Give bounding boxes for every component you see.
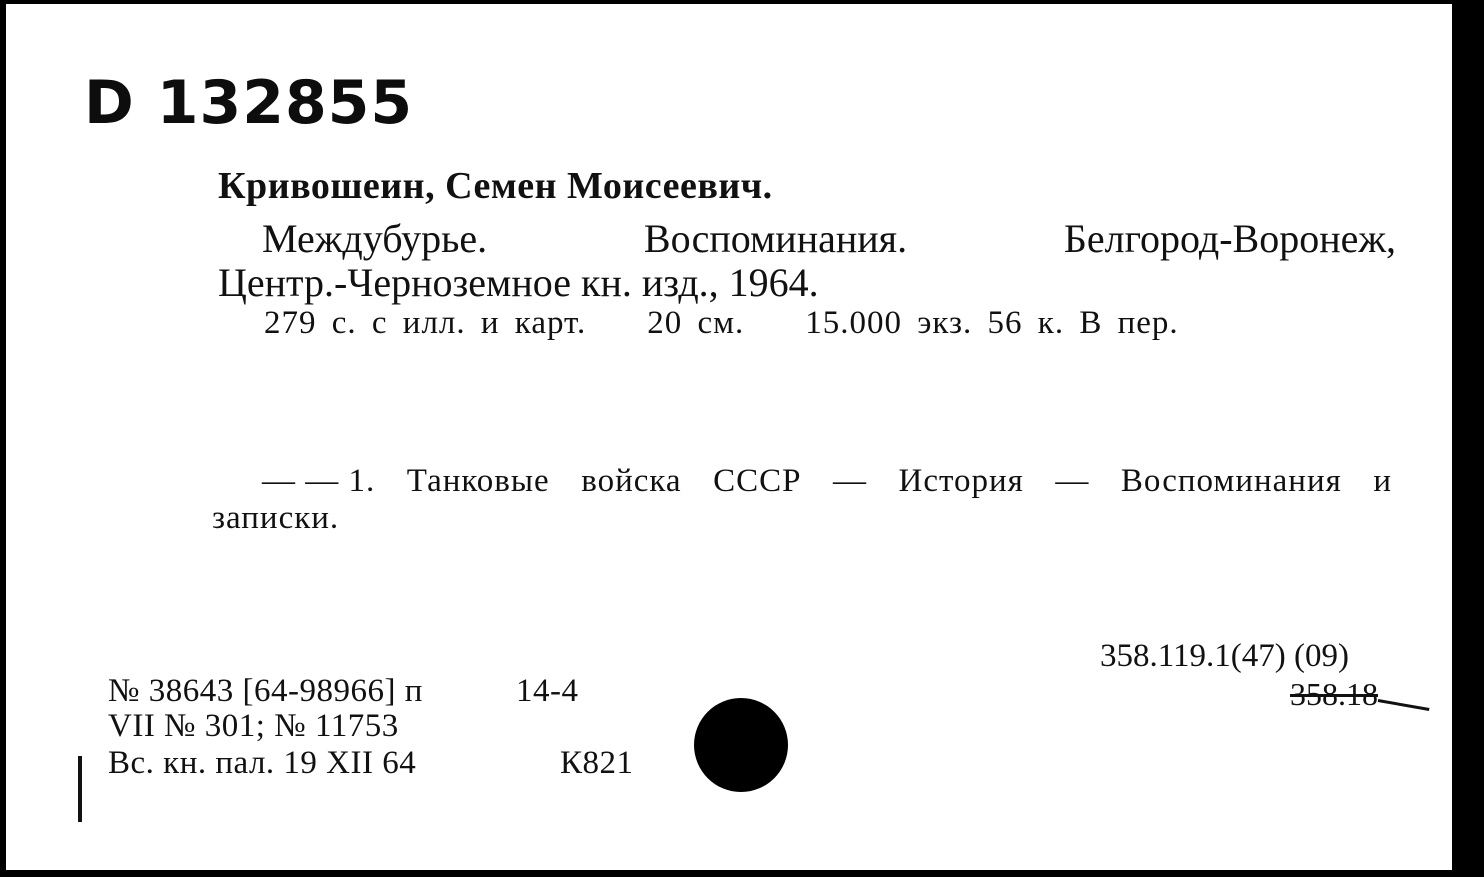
scan-edge bbox=[1452, 0, 1484, 877]
title-part: Междубурье. bbox=[262, 216, 488, 261]
subject-word: и bbox=[1373, 463, 1392, 499]
subject-word: Танковые bbox=[406, 463, 550, 499]
subject-word: СССР bbox=[713, 463, 802, 499]
punch-hole bbox=[694, 698, 788, 792]
registry-line-1: № 38643 [64-98966] п bbox=[108, 673, 423, 709]
physical-description: 279 с. с илл. и карт. 20 см. 15.000 экз. 56 к. В пер. bbox=[264, 305, 1179, 341]
classification-number: 358.119.1(47) (09) bbox=[1100, 638, 1349, 674]
author-heading: Кривошеин, Семен Моисеевич. bbox=[218, 165, 773, 207]
title-part: Воспоминания. bbox=[643, 216, 908, 261]
registry-line-3-code: К821 bbox=[560, 745, 634, 781]
registry-line-1-code: 14-4 bbox=[516, 673, 579, 709]
subject-continuation: записки. bbox=[212, 500, 340, 536]
catalog-card bbox=[6, 4, 1452, 870]
registry-line-3: Вс. кн. пал. 19 XII 64 bbox=[108, 745, 417, 781]
registry-line-2: VII № 301; № 11753 bbox=[108, 708, 399, 744]
classification-old-struck: 358.18 bbox=[1290, 676, 1378, 712]
subject-word: — bbox=[1055, 463, 1090, 499]
subject-word: войска bbox=[581, 463, 682, 499]
subject-heading bbox=[262, 463, 1392, 500]
subject-word: — bbox=[833, 463, 868, 499]
publication-line: Центр.-Черноземное кн. изд., 1964. bbox=[218, 260, 819, 305]
strike-tail-mark bbox=[1378, 699, 1430, 711]
call-number: D 132855 bbox=[84, 68, 414, 138]
title-line bbox=[262, 215, 1396, 262]
margin-mark bbox=[78, 756, 82, 822]
subject-word: История bbox=[898, 463, 1024, 499]
title-part: Белгород-Воронеж, bbox=[1063, 216, 1396, 261]
subject-word: Воспоминания bbox=[1120, 463, 1342, 499]
subject-word: — — 1. bbox=[262, 463, 376, 499]
